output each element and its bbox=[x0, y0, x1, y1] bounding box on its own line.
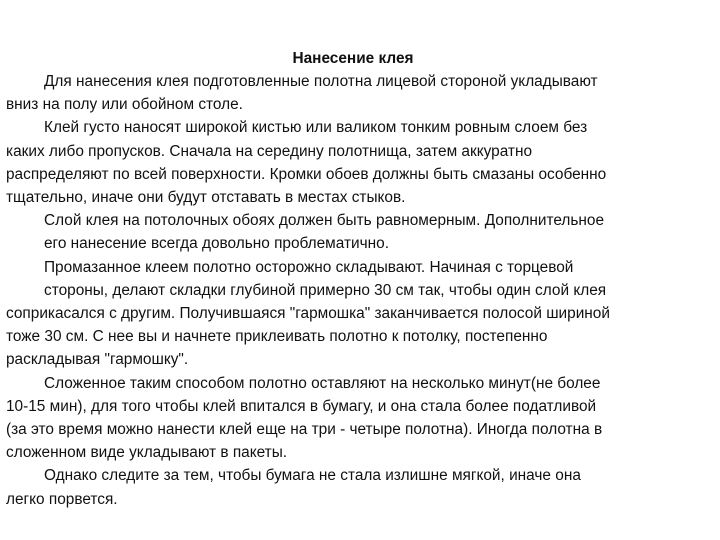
text-line: каких либо пропусков. Сначала на середину полотнища, затем аккуратно bbox=[6, 142, 533, 160]
text-line: распределяют по всей поверхности. Кромки обоев должны быть смазаны особенно bbox=[6, 165, 607, 183]
text-line: Слой клея на потолочных обоях должен быть равномерным. Дополнительное bbox=[44, 212, 605, 230]
document-title: Нанесение клея bbox=[292, 50, 414, 67]
text-line: вниз на полу или обойном столе. bbox=[6, 96, 243, 114]
text-line: Для нанесения клея подготовленные полотна лицевой стороной укладывают bbox=[44, 73, 598, 90]
text-line: Промазанное клеем полотно осторожно складывают. Начиная с торцевой bbox=[44, 258, 574, 276]
paragraph-lines bbox=[6, 70, 714, 511]
text-line: тоже 30 см. С нее вы и начнете приклеивать полотно к потолку, постепенно bbox=[6, 328, 548, 346]
text-line: стороны, делают складки глубиной примерно 30 см так, чтобы один слой клея bbox=[44, 281, 607, 299]
text-line: сложенном виде укладывают в пакеты. bbox=[6, 444, 288, 462]
text-line: 10-15 мин), для того чтобы клей впитался в бумагу, и она стала более податливой bbox=[6, 397, 597, 415]
document-body bbox=[6, 48, 714, 511]
text-line: Однако следите за тем, чтобы бумага не стала излишне мягкой, иначе она bbox=[44, 467, 581, 485]
text-line: его нанесение всегда довольно проблематично. bbox=[44, 235, 389, 253]
text-line: соприкасался с другим. Получившаяся "гармошка" заканчивается полосой шириной bbox=[6, 305, 610, 323]
text-line: Сложенное таким способом полотно оставляют на несколько минут(не более bbox=[44, 374, 601, 392]
text-line: тщательно, иначе они будут отставать в местах стыков. bbox=[6, 189, 406, 207]
text-line: Клей густо наносят широкой кистью или валиком тонким ровным слоем без bbox=[44, 119, 588, 137]
text-line: раскладывая "гармошку". bbox=[6, 351, 189, 369]
text-line: легко порвется. bbox=[6, 490, 118, 508]
text-line: (за это время можно нанести клей еще на три - четыре полотна). Иногда полотна в bbox=[6, 421, 603, 439]
